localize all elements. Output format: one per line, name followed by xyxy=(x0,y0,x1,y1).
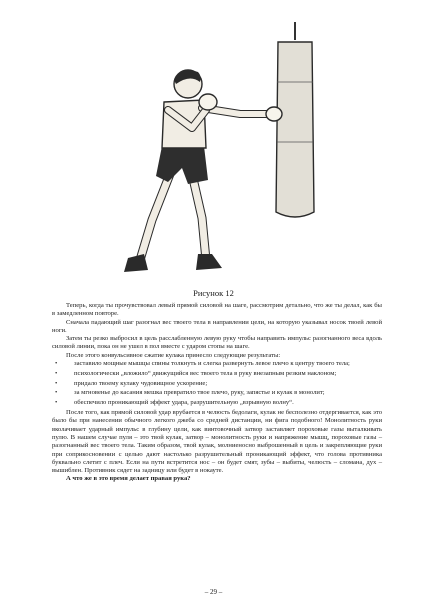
front-boot xyxy=(196,254,222,270)
punching-glove xyxy=(266,107,282,121)
list-item: • обеспечило проникающий эффект удара, разрушительную „взрывную волну“. xyxy=(52,399,382,407)
results-list xyxy=(52,360,382,407)
body-text xyxy=(52,302,382,484)
question-heading: А что же в это время делает правая рука? xyxy=(66,475,191,483)
heavy-bag xyxy=(276,42,314,217)
list-item: • заставило мощные мышцы спины толкнуть и слегка развернуть левое плечо к центру твоего тела; xyxy=(52,360,382,368)
paragraph: Теперь, когда ты прочувствовал левый прямой силовой на шаге, рассмотрим детально, что же ты делал, как бы в замедленном повторе. xyxy=(52,302,382,318)
back-boot xyxy=(124,254,148,272)
paragraph: После того, как прямой силовой удар врубается в челюсть бедолаги, кулак не бесполезно отдергивается, как это было бы при нанесении обычного легкого джеба со средней дистанции, ни фига подобного! Монолитность руки вколачивает ударный импульс в глубину цели, как винтовочный затвор заставляет пороховые газы выталкивать пулю. В нашем случае пуля – это твой кулак, затвор – монолитность руки и напряжение мышц, пороховые газы – разогнанный вес твоего тела. Таким образом, твой кулак, молниеносно выброшенный в цель и закрепляющие руки при соприкосновении с целью дают настолько разрушительный проникающий эффект, что голова противника буквально слетит с плеч. Если на пути встретится нос – он будет смят, зубы – выбиты, челюсть – сломана, дух – вышиблен. Противник сядет на задницу или будет в нокауте. xyxy=(52,409,382,475)
guard-glove xyxy=(199,94,217,110)
list-item: • психологически „вложило“ движущийся вес твоего тела в руку внезапным резким наклоном; xyxy=(52,370,382,378)
page-number: – 29 – xyxy=(204,588,223,596)
paragraph: После этого конвульсивное сжатие кулака принесло следующие результаты: xyxy=(66,351,281,359)
list-item: • придало твоему кулаку чудовищное ускорение; xyxy=(52,380,382,388)
paragraph: Сначала падающий шаг разогнал вес твоего тела в направлении цели, на которую указывал носок твоей левой ноги. xyxy=(52,318,382,334)
boxer-punching-bag-illustration xyxy=(110,22,320,284)
list-item: • за мгновенье до касания мешка превратило твое плечо, руку, запястье и кулак в монолит; xyxy=(52,389,382,397)
figure-caption: Рисунок 12 xyxy=(193,288,234,298)
back-leg-skin xyxy=(140,174,170,260)
boxing-shorts xyxy=(156,146,208,184)
paragraph: Затем ты резко выбросил в цель расслабленную левую руку чтобы направить импульс разогнанного веса вдоль силовой линии, пока он не ушел в пол вместе с ударом стопы на шаге. xyxy=(52,335,382,351)
